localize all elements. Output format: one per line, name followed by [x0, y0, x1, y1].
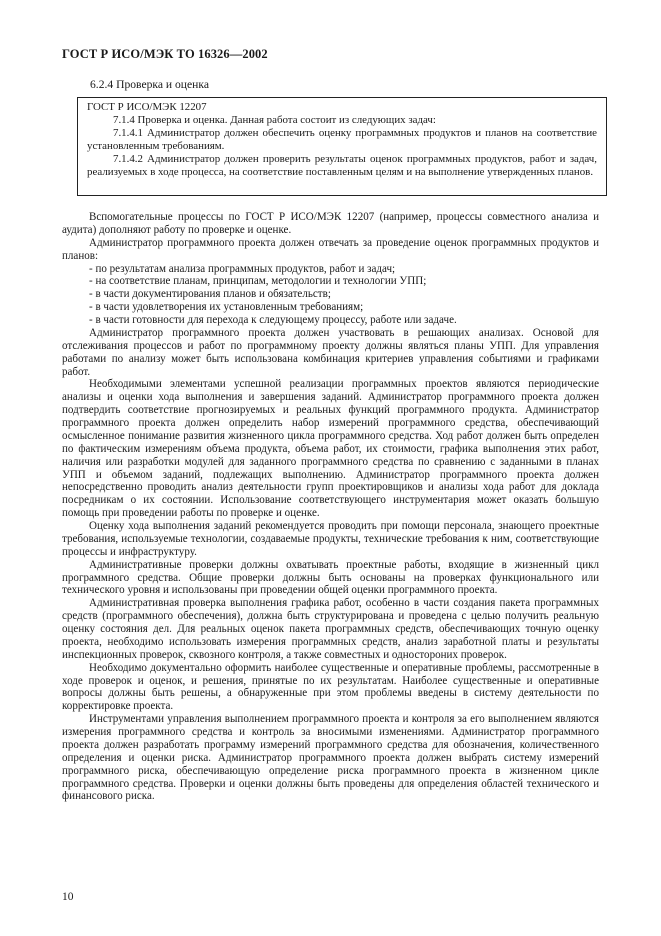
- paragraph: Необходимыми элементами успешной реализации программных проектов являются периодические анализы и оценки хода выполнения и завершения заданий. Администратор программного проекта должен подтвердить соответствие прогнозируемых и реальных функций программного продукта. Администратор программного проекта должен определить набор измерений программного средства, обеспечивающий осмысленное понимание развития жизненного цикла программного средства. Ход работ должен быть определен по фактическим измерениям объема продукта, объема работ, их стоимости, графика выполнения этих работ, наличия или разработки модулей для заданного программного средства по сравнению с заданными в планах УПП и объемом заданий, подлежащих выполнению. Администратор программного проекта должен непосредственно проводить анализ деятельности групп проектировщиков и анализы хода работ для доклада посредникам о их состоянии. Использование соответствующего инструментария может оказать большую помощь при проведении работы по проверке и оценке.: [62, 378, 599, 520]
- list-item: - по результатам анализа программных продуктов, работ и задач;: [89, 262, 396, 275]
- paragraph: Администратор программного проекта должен отвечать за проведение оценок программных продуктов и планов:: [62, 236, 599, 262]
- quote-paragraph: 7.1.4.2 Администратор должен проверить результаты оценок программных продуктов, работ и задач, реализуемых в ходе процесса, на соответствие поставленным целям и на выполнение утвержденных планов.: [87, 152, 597, 178]
- list-item: - на соответствие планам, принципам, методологии и технологии УПП;: [89, 275, 427, 288]
- quoted-standard-box: [77, 97, 607, 196]
- paragraph: Инструментами управления выполнением программного проекта и контроля за его выполнением являются измерения программного средства и контроль за вносимыми изменениями. Администратор программного проекта должен разработать программу измерений программного средства для обозначения, количественного определения и оценки риска. Администратор программного проекта должен выбрать систему измерений программного риска, обеспечивающую определение риска программного проекта в жизненном цикле программного средства. Проверки и оценки должны быть проведены для определения областей технического и финансового риска.: [62, 713, 599, 803]
- document-header: ГОСТ Р ИСО/МЭК ТО 16326—2002: [62, 47, 268, 61]
- quote-title: ГОСТ Р ИСО/МЭК 12207: [87, 101, 207, 113]
- paragraph: Администратор программного проекта должен участвовать в решающих анализах. Основой для отслеживания процессов и работ по программному проекту должны являться планы УПП. Для управления работами по анализу может быть использована комбинация критериев управления событиями и графиками работ.: [62, 326, 599, 378]
- paragraph: Вспомогательные процессы по ГОСТ Р ИСО/МЭК 12207 (например, процессы совместного анализа и аудита) дополняют работу по проверке и оценке.: [62, 211, 599, 236]
- list-item: - в части удовлетворения их установленным требованиям;: [89, 301, 364, 314]
- paragraph: Административная проверка выполнения графика работ, особенно в части создания пакета программных средств (программного обеспечения), должна быть структурирована и проведена с целью получить реальную оценку состояния дел. Для реальных оценок пакета программных средств, обеспечивающих точную оценку проекта, необходимо использовать измерения программных средств, анализ заработной платы и результаты инспекционных проверок, сквозного контроля, а также совместных и одностороних проверок.: [62, 597, 599, 661]
- section-title: 6.2.4 Проверка и оценка: [90, 78, 209, 91]
- page-number: 10: [62, 891, 74, 903]
- paragraph: Необходимо документально оформить наиболее существенные и оперативные проблемы, рассмотренные в ходе проверок и оценок, и решения, принятые по их результатам. Наиболее существенные и оперативные вопросы должны быть решены, а обнаруженные при этом проблемы введены в систему деятельности по корректировке проекта.: [62, 661, 599, 713]
- paragraph: Оценку хода выполнения заданий рекомендуется проводить при помощи персонала, знающего проектные требования, используемые технологии, создаваемые продукты, технические требования к ним, соответствующие процессы и инфраструктуру.: [62, 520, 599, 558]
- list-item: - в части готовности для перехода к следующему процессу, работе или задаче.: [89, 314, 457, 326]
- quote-paragraph: 7.1.4.1 Администратор должен обеспечить оценку программных продуктов и планов на соответствие установленным требованиям.: [87, 126, 597, 152]
- list-item: - в части документирования планов и обязательств;: [89, 288, 331, 301]
- body-text: [62, 211, 599, 803]
- quote-paragraph: 7.1.4 Проверка и оценка. Данная работа состоит из следующих задач:: [113, 113, 436, 126]
- paragraph: Административные проверки должны охватывать проектные работы, входящие в жизненный цикл программного средства. Общие проверки должны быть основаны на проверках функционального или технического уровня и использованы при проведении общей оценки программного проекта.: [62, 558, 599, 597]
